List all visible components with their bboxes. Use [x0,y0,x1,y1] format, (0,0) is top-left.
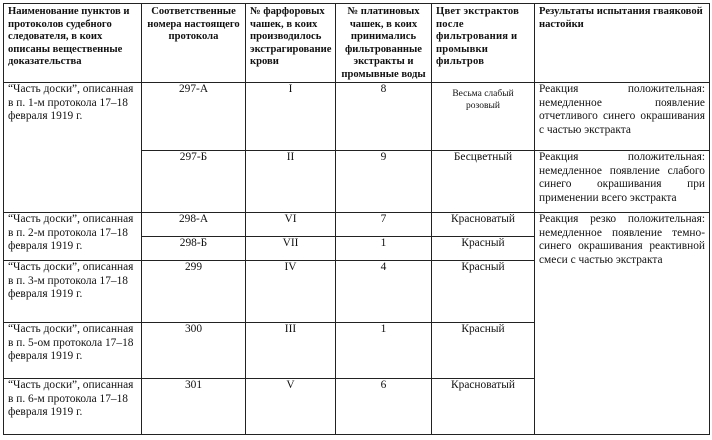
porcelain-cup-number: IV [246,261,336,323]
table-row [4,213,710,237]
header-items: Наименование пунктов и протоколов судебного следователя, в коих описаны вещественные доказательства [4,4,142,83]
header-color: Цвет экстрактов после фильтрования и промывки фильтров [432,4,535,83]
porcelain-cup-number: II [246,151,336,213]
protocol-number: 297-А [142,83,246,151]
header-row [4,4,710,83]
extract-color: Красноватый [432,213,535,237]
porcelain-cup-number: V [246,379,336,435]
item-description: “Часть доски”, описанная в п. 5-ом протокола 17–18 февраля 1919 г. [4,323,142,379]
test-result: Реакция положительная: немедленное появление отчетливого синего окрашивания с частью экстракта [535,83,710,151]
table-body [4,83,710,435]
platinum-cup-number: 6 [336,379,432,435]
header-porcelain-cups: № фарфоровых чашек, в коих производилось экстрагирование крови [246,4,336,83]
protocol-number: 297-Б [142,151,246,213]
test-result: Реакция положительная: немедленное появление слабого синего окрашивания при применении всего экстракта [535,151,710,213]
extract-color: Красный [432,323,535,379]
extract-color: Красный [432,261,535,323]
extract-color: Бесцветный [432,151,535,213]
protocol-number: 299 [142,261,246,323]
item-description: “Часть доски”, описанная в п. 2-м протокола 17–18 февраля 1919 г. [4,213,142,261]
porcelain-cup-number: III [246,323,336,379]
table-header [4,4,710,83]
item-description: “Часть доски”, описанная в п. 1-м протокола 17–18 февраля 1919 г. [4,83,142,213]
extract-color: Красноватый [432,379,535,435]
item-description: “Часть доски”, описанная в п. 3-м протокола 17–18 февраля 1919 г. [4,261,142,323]
table-row [4,83,710,151]
expertise-table [3,3,710,435]
platinum-cup-number: 4 [336,261,432,323]
porcelain-cup-number: VI [246,213,336,237]
protocol-number: 298-Б [142,237,246,261]
extract-color: Красный [432,237,535,261]
protocol-number: 300 [142,323,246,379]
platinum-cup-number: 9 [336,151,432,213]
platinum-cup-number: 7 [336,213,432,237]
platinum-cup-number: 1 [336,323,432,379]
header-protocol-numbers: Соответственные номера настоящего протокола [142,4,246,83]
platinum-cup-number: 8 [336,83,432,151]
protocol-number: 301 [142,379,246,435]
header-platinum-cups: № платиновых чашек, в коих принимались фильтрованные экстракты и промывные воды [336,4,432,83]
shared-test-result: Реакция резко положительная: немедленное появление темно-синего окрашивания реактивной смеси с частью экстракта [535,213,710,435]
porcelain-cup-number: I [246,83,336,151]
item-description: “Часть доски”, описанная в п. 6-м протокола 17–18 февраля 1919 г. [4,379,142,435]
protocol-number: 298-А [142,213,246,237]
extract-color: Весьма слабый розовый [432,83,535,151]
platinum-cup-number: 1 [336,237,432,261]
porcelain-cup-number: VII [246,237,336,261]
header-results: Результаты испытания гваяковой настойки [535,4,710,83]
